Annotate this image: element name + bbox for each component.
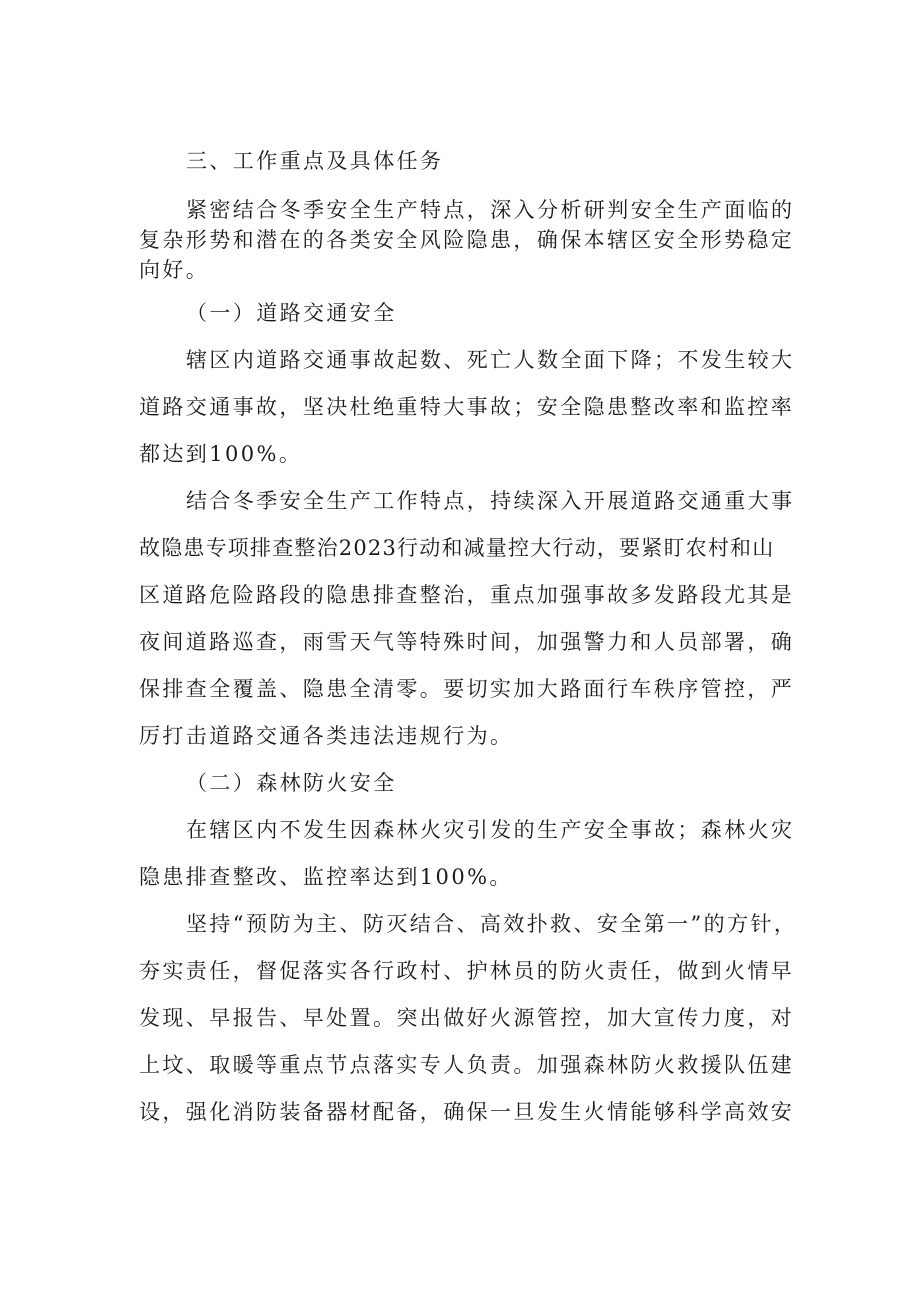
sub2-task-line-3: 发现、早报告、早处置。突出做好火源管控，加大宣传力度，对 — [139, 1006, 795, 1030]
sub1-goal-line-1: 辖区内道路交通事故起数、死亡人数全面下降；不发生较大 — [186, 348, 795, 372]
sub1-heading: （一）道路交通安全 — [186, 301, 397, 325]
sub2-task-line-1: 坚持“预防为主、防灭结合、高效扑救、安全第一”的方针， — [186, 912, 798, 936]
sub1-task-line-6: 厉打击道路交通各类违法违规行为。 — [139, 724, 514, 748]
sub1-goal-line-3: 都达到100%。 — [139, 442, 303, 466]
sub2-task-line-2: 夯实责任，督促落实各行政村、护林员的防火责任，做到火情早 — [139, 959, 795, 983]
intro-line-1: 紧密结合冬季安全生产特点，深入分析研判安全生产面临的 — [186, 198, 795, 222]
section-heading: 三、工作重点及具体任务 — [186, 149, 444, 173]
sub1-task-line-5: 保排查全覆盖、隐患全清零。要切实加大路面行车秩序管控，严 — [139, 677, 795, 701]
sub1-task-line-2: 故隐患专项排查整治2023行动和减量控大行动，要紧盯农村和山 — [139, 536, 775, 560]
sub2-heading: （二）森林防火安全 — [186, 771, 397, 795]
sub1-goal-line-2: 道路交通事故，坚决杜绝重特大事故；安全隐患整改率和监控率 — [139, 395, 795, 419]
sub1-task-line-4: 夜间道路巡查，雨雪天气等特殊时间，加强警力和人员部署，确 — [139, 630, 795, 654]
sub2-task-line-4: 上坟、取暖等重点节点落实专人负责。加强森林防火救援队伍建 — [139, 1053, 795, 1077]
sub2-goal-line-1: 在辖区内不发生因森林火灾引发的生产安全事故；森林火灾 — [186, 818, 795, 842]
intro-line-3: 向好。 — [139, 258, 210, 282]
intro-line-2: 复杂形势和潜在的各类安全风险隐患，确保本辖区安全形势稳定 — [139, 228, 795, 252]
sub1-task-line-3: 区道路危险路段的隐患排查整治，重点加强事故多发路段尤其是 — [139, 583, 795, 607]
sub1-task-line-1: 结合冬季安全生产工作特点，持续深入开展道路交通重大事 — [186, 489, 795, 513]
sub2-task-line-5: 设，强化消防装备器材配备，确保一旦发生火情能够科学高效安 — [139, 1100, 795, 1124]
sub2-goal-line-2: 隐患排查整改、监控率达到100%。 — [139, 865, 513, 889]
